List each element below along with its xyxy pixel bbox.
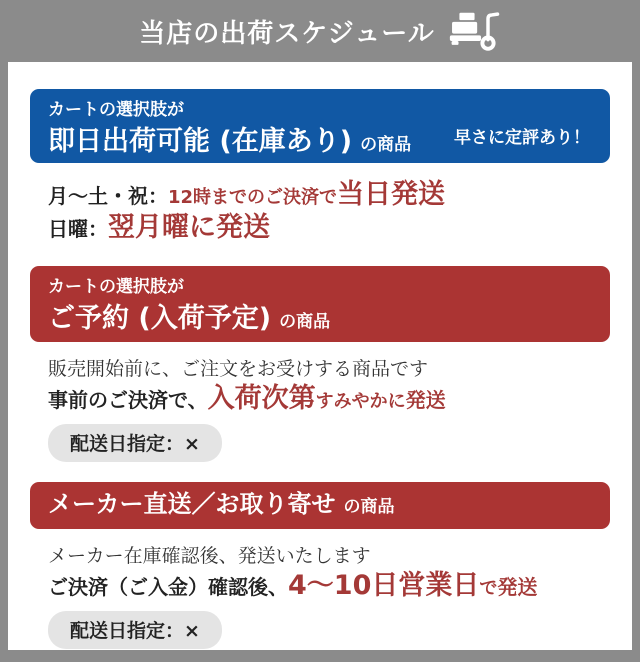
preorder-description: 販売開始前に、ご注文をお受けする商品です	[48, 358, 429, 380]
banner-highlight-text: 即日出荷可能 (在庫あり)	[48, 126, 353, 157]
same-day-details	[30, 180, 610, 246]
backorder-result: 発送	[497, 575, 538, 599]
handtruck-icon	[449, 11, 501, 51]
weekday-condition: 12時までのご決済で	[168, 187, 338, 208]
banner-preorder	[30, 266, 610, 342]
banner-main-line	[48, 300, 592, 341]
banner-intro-text: カートの選択肢が	[48, 277, 184, 297]
preorder-result: 発送	[405, 388, 446, 412]
preorder-shipping-row	[48, 383, 610, 418]
delivery-date-badge: 配送日指定：×	[48, 611, 222, 649]
weekday-shipping-row	[48, 180, 610, 213]
backorder-shipping-row	[48, 570, 610, 605]
banner-side-note: 早さに定評あり！	[454, 128, 590, 148]
banner-main-line	[48, 486, 395, 526]
backorder-description: メーカー在庫確認後、発送いたします	[48, 545, 371, 567]
sunday-label: 日曜：	[48, 217, 108, 241]
content-panel	[8, 62, 632, 650]
weekday-label: 月〜土・祝：	[48, 184, 168, 208]
backorder-highlight: 4〜10日営業日	[288, 570, 480, 601]
weekday-result: 当日発送	[337, 179, 446, 210]
banner-suffix-text: の商品	[343, 496, 395, 517]
banner-highlight-text: ご予約 (入荷予定)	[48, 303, 272, 334]
preorder-highlight: 入荷次第	[207, 383, 316, 414]
banner-same-day-shipping	[30, 89, 610, 163]
page-title: 当店の出荷スケジュール	[139, 18, 435, 49]
preorder-details	[30, 355, 610, 462]
sunday-result: 翌月曜に発送	[108, 212, 270, 243]
delivery-date-badge: 配送日指定：×	[48, 424, 222, 462]
banner-suffix-text: の商品	[360, 135, 412, 155]
banner-suffix-text: の商品	[279, 312, 331, 332]
page-header	[0, 0, 640, 62]
preorder-condition: すみやかに	[315, 391, 406, 412]
backorder-condition: で	[479, 578, 498, 599]
backorder-details	[30, 542, 610, 649]
banner-highlight-text: メーカー直送／お取り寄せ	[48, 489, 336, 518]
preorder-label: 事前のご決済で、	[48, 388, 208, 412]
backorder-label: ご決済（ご入金）確認後、	[48, 575, 288, 599]
sunday-shipping-row	[48, 213, 610, 246]
banner-intro-text: カートの選択肢が	[48, 100, 184, 120]
banner-backorder	[30, 482, 610, 529]
